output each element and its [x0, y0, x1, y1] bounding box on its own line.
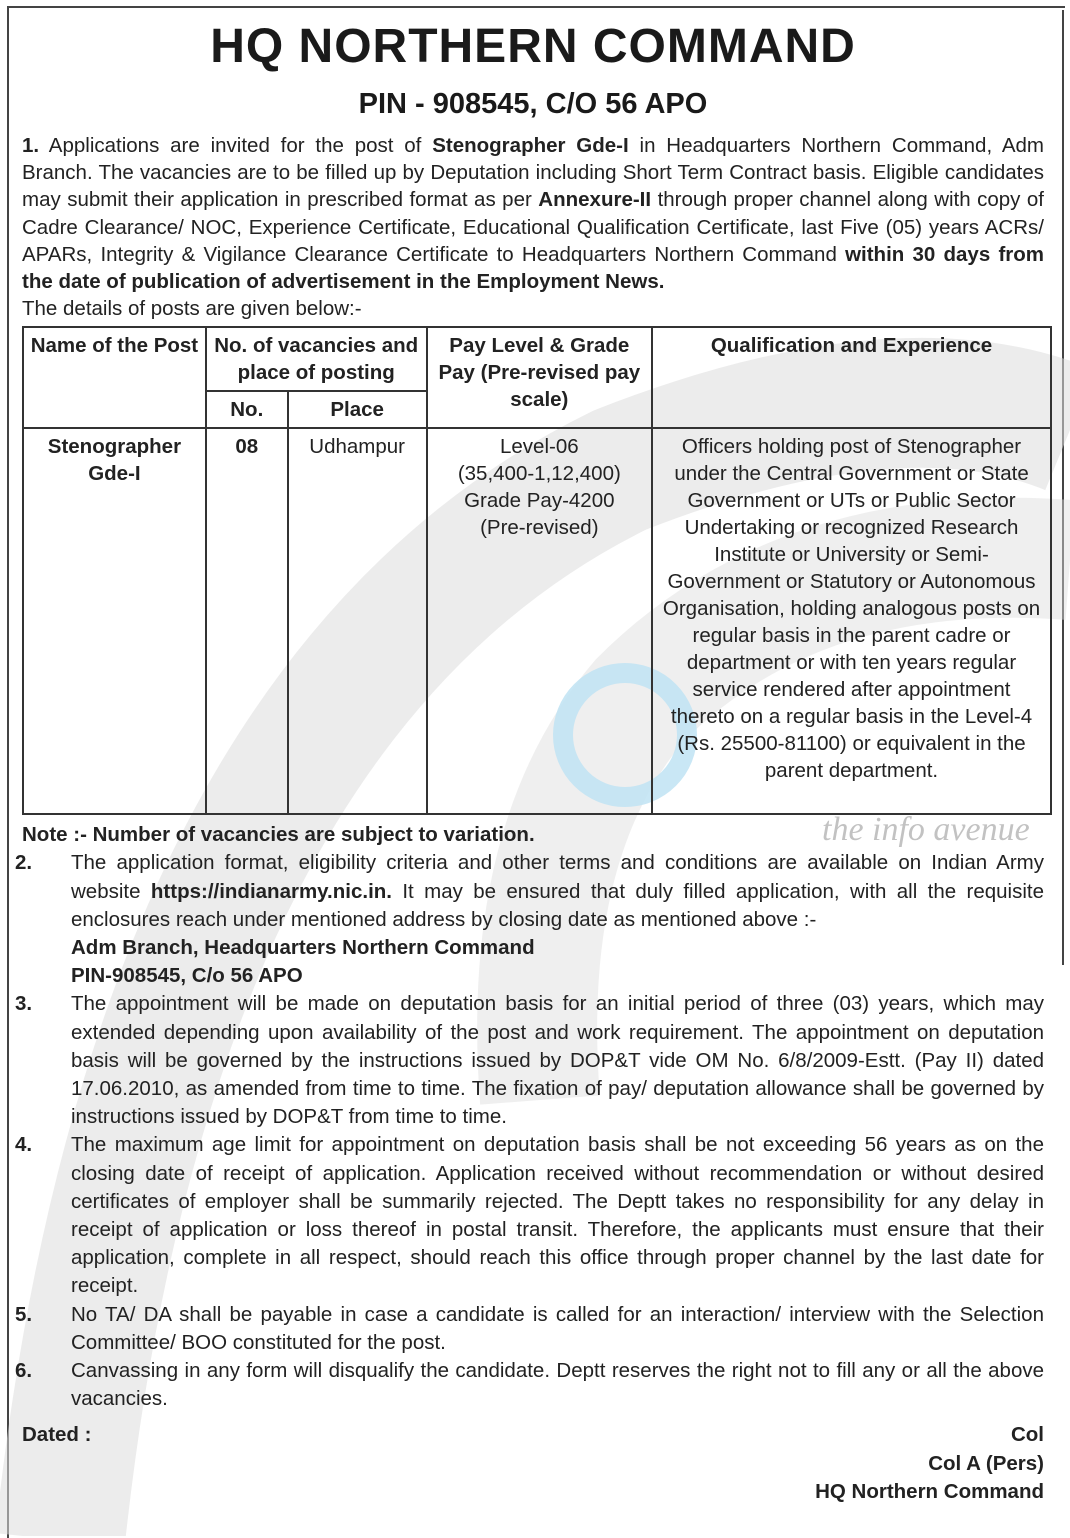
vacancy-table [22, 326, 1052, 815]
pre-revised: (Pre-revised) [480, 516, 599, 540]
watermark-caption: the info avenue [822, 811, 1030, 848]
signatory-appointment: Col A (Pers) [928, 1451, 1044, 1475]
item-number: 3. [15, 992, 33, 1016]
grade-pay: Grade Pay-4200 [464, 489, 615, 513]
details-line: The details of posts are given below:- [22, 297, 362, 321]
signatory-rank: Col [1010, 1423, 1044, 1447]
table-header-row [23, 327, 1051, 391]
address-line-1: Adm Branch, Headquarters Northern Command [71, 936, 535, 960]
page-title: HQ NORTHERN COMMAND [210, 20, 856, 73]
header-vacancies: No. of vacancies and place of posting [206, 327, 427, 391]
deadline-text: within 30 days from the date of publication of advertisement in the Employment News. [22, 242, 1044, 294]
intro-text-2: in Headquarters Northern Command, Adm Branch. The vacancies are to be filled up by Deputation including Short Term Contract basis. Eligible candidates may submit their application in prescribed format as per [22, 134, 1044, 212]
item-text: The appointment will be made on deputation basis for an initial period of three (03) years, which may extended depending upon availability of the post and work requirement. The appointment on deputation basis will be governed by the instructions issued by DOP&T vide OM No. 6/8/2009-Estt. (Pay II) dated 17.06.2010, as amended from time to time. The fixation of pay/ deputation allowance shall be governed by instructions issued by DOP&T from time to time. [71, 992, 1044, 1129]
pay-level: Level-06 [499, 435, 579, 459]
header-post-name: Name of the Post [23, 327, 206, 428]
list-item [15, 849, 1044, 990]
signatory-office: HQ Northern Command [815, 1480, 1044, 1504]
right-edge-rule [1062, 10, 1064, 965]
list-item [15, 990, 1044, 1131]
list-item [15, 1357, 1044, 1413]
signatory [815, 1421, 1044, 1507]
header-no: No. [206, 391, 288, 428]
intro-number: 1. [22, 134, 40, 157]
table-row [23, 428, 1051, 814]
cell-no: 08 [206, 428, 288, 814]
header-pay-level: Pay Level & Grade Pay (Pre-revised pay scale) [427, 327, 652, 428]
item-text: The maximum age limit for appointment on deputation basis shall be not exceeding 56 years as on the closing date of receipt of application. Application received without recommendation or without desired certificates of employer shall be summarily rejected. The Deptt takes no responsibility for any delay in receipt of application or loss thereof in postal transit. Therefore, the applicants must ensure that their application, complete in all respect, should reach this office through proper channel by the last date for receipt. [71, 1133, 1044, 1298]
signature-block [22, 1421, 1044, 1511]
pay-scale: (35,400-1,12,400) [457, 462, 621, 486]
pin-line: PIN - 908545, C/O 56 APO [358, 88, 708, 120]
cell-pay [427, 428, 652, 814]
header-qualification: Qualification and Experience [652, 327, 1051, 428]
address-line-2: PIN-908545, C/o 56 APO [71, 964, 303, 988]
item-text: No TA/ DA shall be payable in case a candidate is called for an interaction/ interview with the Selection Committee/ BOO constituted for the post. [71, 1302, 1044, 1354]
dated-label: Dated : [22, 1423, 92, 1447]
vacancy-note: Note :- Number of vacancies are subject to variation. [22, 823, 535, 847]
cell-post-name: Stenographer Gde-I [23, 428, 206, 814]
item-text: Canvassing in any form will disqualify the candidate. Deptt reserves the right not to fill any or all the above vacancies. [71, 1359, 1044, 1411]
website-link[interactable]: https://indianarmy.nic.in. [150, 879, 392, 903]
intro-text-1: Applications are invited for the post of [48, 134, 422, 157]
header-place: Place [288, 391, 427, 428]
post-name: Stenographer Gde-I [432, 134, 629, 157]
item-text: The application format, eligibility criteria and other terms and conditions are available on Indian Army website [71, 851, 1044, 903]
item-text: It may be ensured that duly filled application, with all the requisite enclosures reach under mentioned address by closing date as mentioned above :- [71, 879, 1044, 931]
annexure-ref: Annexure-II [538, 188, 652, 212]
points-list [15, 849, 1044, 1413]
item-number: 5. [15, 1302, 33, 1326]
list-item [15, 1301, 1044, 1357]
list-item [15, 1131, 1044, 1300]
intro-paragraph [22, 132, 1044, 322]
document-body [15, 14, 1044, 1511]
item-number: 6. [15, 1359, 33, 1383]
intro-text-3: through proper channel along with copy of Cadre Clearance/ NOC, Experience Certificate, Educational Qualification Certificate, last Five (05) years ACRs/ APARs, Integrity & Vigilance Clearance Certificate to Headquarters Northern Command [22, 188, 1044, 266]
item-number: 2. [15, 851, 33, 875]
cell-qualification: Officers holding post of Stenographer under the Central Government or State Government or UTs or Public Sector Undertaking or recognized Research Institute or University or Semi-Government or Statutory or Autonomous Organisation, holding analogous posts on regular basis in the parent cadre or department or with ten years regular service rendered after appointment thereto on a regular basis in the Level-4 (Rs. 25500-81100) or equivalent in the parent department. [652, 428, 1051, 814]
cell-place: Udhampur [288, 428, 427, 814]
item-number: 4. [15, 1133, 33, 1157]
